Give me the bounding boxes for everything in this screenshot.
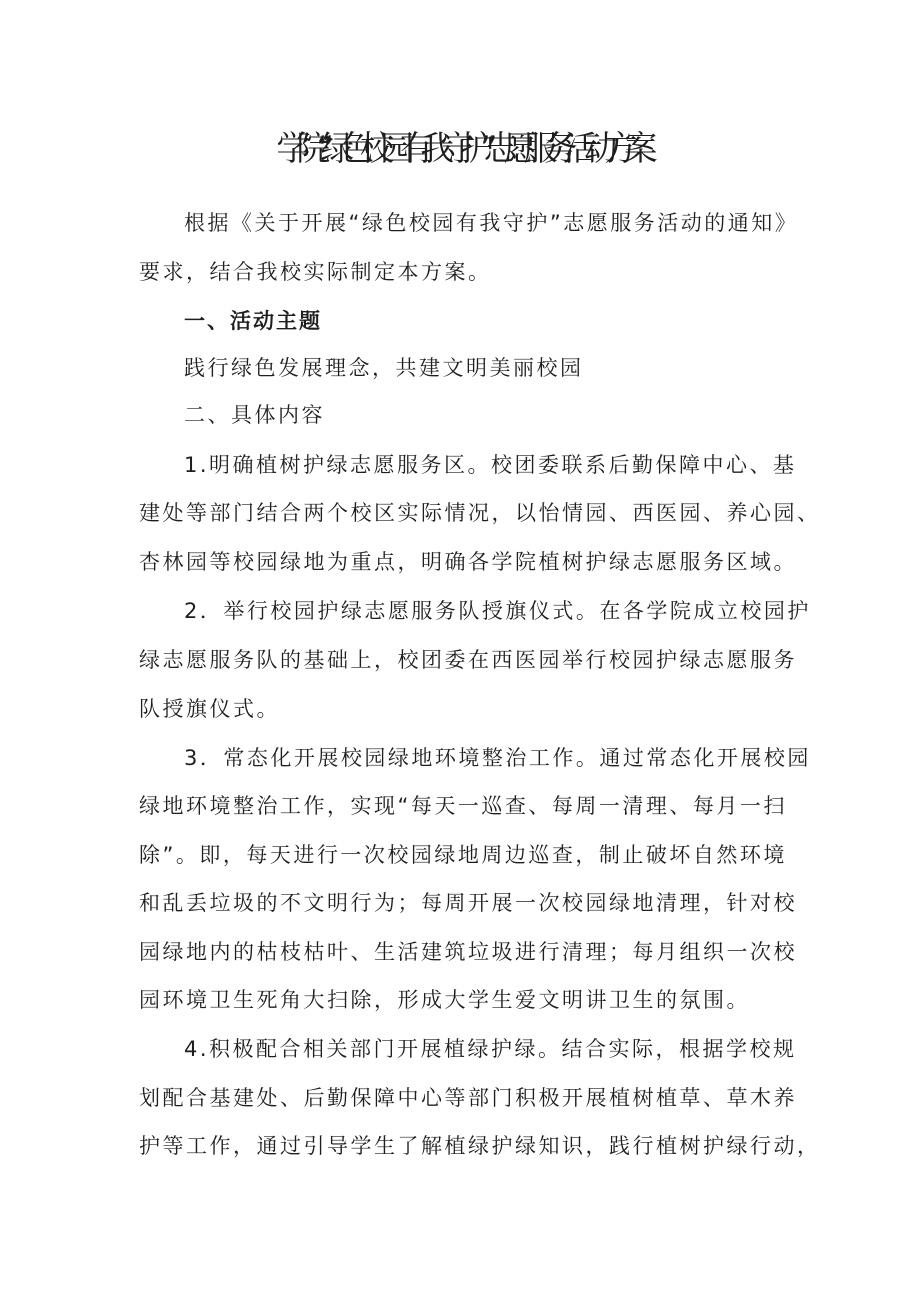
paragraph-line: 3．常态化开展校园绿地环境整治工作。通过常态化开展校园 — [184, 746, 811, 770]
paragraph-line: 建处等部门结合两个校区实际情况，以怡情园、西医园、养心园、 — [139, 501, 821, 525]
paragraph-line: 践行绿色发展理念，共建文明美丽校园 — [184, 356, 584, 380]
paragraph-line: 根据《关于开展“绿色校园有我守护”志愿服务活动的通知》 — [184, 211, 799, 235]
paragraph-line: 绿地环境整治工作，实现“每天一巡查、每周一清理、每月一扫 — [139, 794, 787, 818]
document-title: 学院“绿色校园有我守护”志愿服务活动方案 — [276, 129, 644, 169]
paragraph-line: 1.明确植树护绿志愿服务区。校团委联系后勤保障中心、基 — [184, 453, 797, 477]
paragraph-line: 和乱丢垃圾的不文明行为；每周开展一次校园绿地清理，针对校 — [139, 891, 797, 915]
paragraph-line: 划配合基建处、后勤保障中心等部门积极开展植树植草、草木养 — [139, 1086, 797, 1110]
paragraph-line: 2．举行校园护绿志愿服务队授旗仪式。在各学院成立校园护 — [184, 599, 811, 623]
paragraph-line: 队授旗仪式。 — [139, 697, 280, 721]
paragraph-line: 杏林园等校园绿地为重点，明确各学院植树护绿志愿服务区域。 — [139, 550, 797, 574]
section-heading: 二、具体内容 — [184, 403, 325, 427]
section-heading: 一、活动主题 — [184, 309, 322, 333]
paragraph-line: 园绿地内的枯枝枯叶、生活建筑垃圾进行清理；每月组织一次校 — [139, 940, 797, 964]
paragraph-line: 护等工作，通过引导学生了解植绿护绿知识，践行植树护绿行动， — [139, 1134, 821, 1158]
paragraph-line: 4.积极配合相关部门开展植绿护绿。结合实际，根据学校规 — [184, 1037, 797, 1061]
paragraph-line: 要求，结合我校实际制定本方案。 — [139, 260, 492, 284]
paragraph-line: 园环境卫生死角大扫除，形成大学生爱文明讲卫生的氛围。 — [139, 988, 750, 1012]
paragraph-line: 除”。即，每天进行一次校园绿地周边巡查，制止破坏自然环境 — [139, 843, 787, 867]
paragraph-line: 绿志愿服务队的基础上，校团委在西医园举行校园护绿志愿服务 — [139, 648, 797, 672]
